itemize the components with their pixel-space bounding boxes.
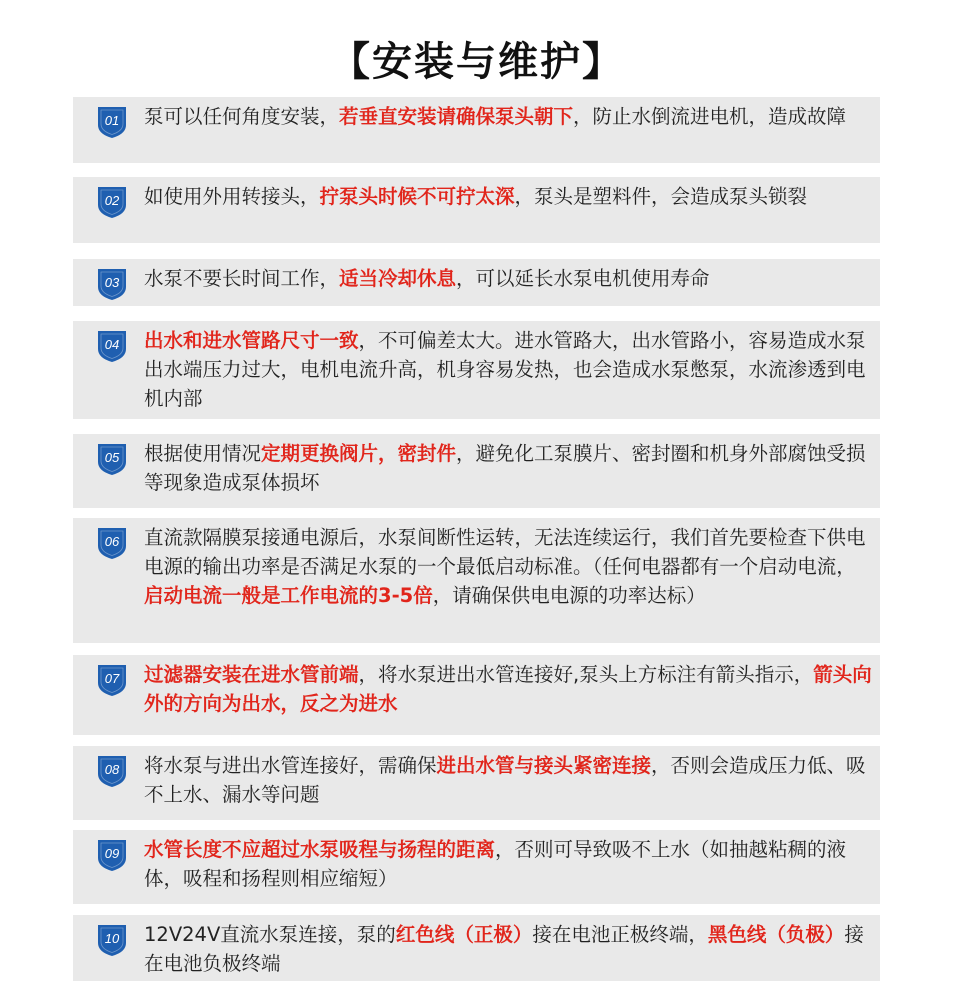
page-title: 【安装与维护】 xyxy=(330,39,624,85)
list-item xyxy=(73,259,880,306)
number-badge xyxy=(96,185,128,219)
item-number: 09 xyxy=(104,846,120,861)
highlight-text: 箭头向外的方向为出水，反之为进水 xyxy=(144,663,872,715)
body-text: 将水泵与进出水管连接好，需确保 xyxy=(144,754,437,777)
item-number: 08 xyxy=(104,762,120,777)
body-text: 如使用外用转接头， xyxy=(144,185,320,208)
list-item xyxy=(73,97,880,163)
body-text: ，泵头是塑料件，会造成泵头锁裂 xyxy=(514,185,808,208)
highlight-text: 拧泵头时候不可拧太深 xyxy=(319,185,515,208)
body-text: ，不可偏差太大。进水管路大，出水管路小，容易造成水泵出水端压力过大，电机电流升高，机身容易发热，也会造成水泵憋泵，水流渗透到电机内部 xyxy=(144,329,866,410)
list-item xyxy=(73,177,880,243)
body-text: 根据使用情况 xyxy=(144,442,262,465)
item-number: 06 xyxy=(104,534,120,549)
item-text xyxy=(144,326,872,413)
body-text: ，防止水倒流进电机，造成故障 xyxy=(573,105,847,128)
body-text: 接在电池负极终端 xyxy=(144,923,864,975)
list-item xyxy=(73,518,880,643)
item-text xyxy=(144,751,872,809)
body-text: 水泵不要长时间工作， xyxy=(144,267,340,290)
highlight-text: 定期更换阀片，密封件 xyxy=(261,442,457,465)
number-badge xyxy=(96,105,128,139)
highlight-text: 黑色线（负极） xyxy=(707,923,845,946)
body-text: ，否则可导致吸不上水（如抽越粘稠的液体，吸程和扬程则相应缩短） xyxy=(144,838,847,890)
body-text: ，避免化工泵膜片、密封圈和机身外部腐蚀受损等现象造成泵体损坏 xyxy=(144,442,866,494)
body-text: ，请确保供电电源的功率达标） xyxy=(432,584,706,607)
item-number: 07 xyxy=(104,671,120,686)
item-text xyxy=(144,182,872,211)
item-text xyxy=(144,102,872,131)
item-number: 03 xyxy=(104,275,120,290)
number-badge xyxy=(96,329,128,363)
number-badge xyxy=(96,923,128,957)
body-text: 12V24V直流水泵连接，泵的 xyxy=(144,923,396,946)
number-badge xyxy=(96,754,128,788)
highlight-text: 若垂直安装请确保泵头朝下 xyxy=(339,105,574,128)
highlight-text: 出水和进水管路尺寸一致 xyxy=(144,329,359,352)
item-number: 10 xyxy=(104,931,120,946)
number-badge xyxy=(96,526,128,560)
item-text xyxy=(144,660,872,718)
body-text: ，可以延长水泵电机使用寿命 xyxy=(456,267,710,290)
item-text xyxy=(144,835,872,893)
item-text xyxy=(144,264,872,293)
highlight-text: 过滤器安装在进水管前端 xyxy=(144,663,359,686)
body-text: 泵可以任何角度安装， xyxy=(144,105,340,128)
number-badge xyxy=(96,838,128,872)
item-number: 02 xyxy=(104,193,120,208)
highlight-text: 适当冷却休息 xyxy=(339,267,457,290)
list-item xyxy=(73,434,880,508)
highlight-text: 进出水管与接头紧密连接 xyxy=(436,754,652,777)
body-text: ，否则会造成压力低、吸不上水、漏水等问题 xyxy=(144,754,866,806)
highlight-text: 红色线（正极） xyxy=(395,923,533,946)
highlight-text: 水管长度不应超过水泵吸程与扬程的距离 xyxy=(144,838,496,861)
item-text xyxy=(144,920,872,978)
list-item xyxy=(73,655,880,735)
item-number: 01 xyxy=(104,113,120,128)
item-number: 05 xyxy=(104,450,120,465)
item-number: 04 xyxy=(104,337,120,352)
body-text: 直流款隔膜泵接通电源后，水泵间断性运转，无法连续运行，我们首先要检查下供电电源的输出功率是否满足水泵的一个最低启动标准。（任何电器都有一个启动电流， xyxy=(144,526,866,578)
body-text: 接在电池正极终端， xyxy=(532,923,708,946)
number-badge xyxy=(96,267,128,301)
body-text: ，将水泵进出水管连接好,泵头上方标注有箭头指示， xyxy=(358,663,814,686)
list-item xyxy=(73,746,880,820)
item-text xyxy=(144,523,872,610)
highlight-text: 启动电流一般是工作电流的3-5倍 xyxy=(144,584,433,607)
number-badge xyxy=(96,663,128,697)
list-item xyxy=(73,321,880,419)
number-badge xyxy=(96,442,128,476)
list-item xyxy=(73,915,880,981)
list-item xyxy=(73,830,880,904)
item-text xyxy=(144,439,872,497)
